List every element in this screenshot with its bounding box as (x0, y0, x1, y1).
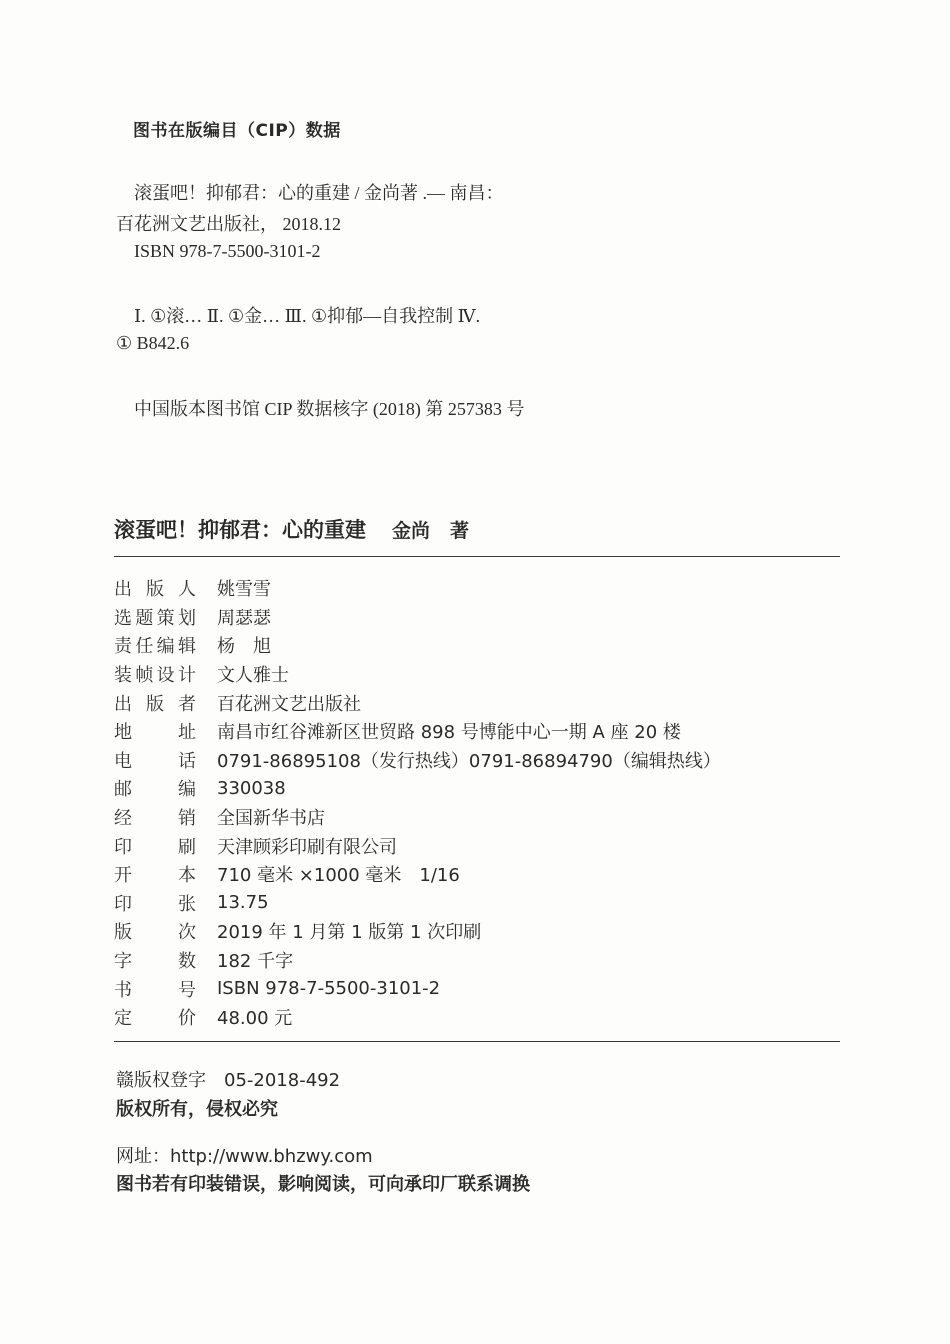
info-value: 182 千字 (217, 951, 294, 973)
book-author-role: 著 (450, 520, 470, 542)
rights-statement: 版权所有，侵权必究 (116, 1099, 278, 1120)
info-row (114, 574, 840, 603)
info-label (114, 890, 196, 916)
info-row (114, 889, 840, 918)
info-label (114, 1004, 196, 1030)
info-label-char: 本 (178, 865, 196, 887)
info-label-char: 号 (178, 979, 196, 1001)
info-label-char: 装 (114, 665, 132, 687)
info-label (114, 833, 196, 859)
info-value: 文人雅士 (217, 665, 289, 687)
info-row (114, 631, 840, 660)
info-value: ISBN 978-7-5500-3101-2 (217, 978, 441, 1000)
info-label-char: 计 (177, 665, 196, 687)
info-label-char: 出 (114, 693, 132, 715)
info-label-char: 数 (178, 951, 196, 973)
info-row (114, 660, 840, 689)
copyright-registration: 赣版权登字 05-2018-492 (116, 1070, 341, 1091)
info-label-char: 书 (114, 979, 132, 1001)
info-row (114, 1003, 840, 1032)
info-value: 全国新华书店 (217, 808, 325, 830)
info-label-char: 邮 (114, 779, 132, 801)
info-value: 百花洲文艺出版社 (217, 693, 361, 715)
info-label-char: 字 (114, 951, 132, 973)
info-label-char: 价 (178, 1008, 196, 1030)
info-row (114, 860, 840, 889)
info-label-char: 者 (178, 693, 196, 715)
publication-info-table (114, 574, 840, 1032)
info-value: 姚雪雪 (217, 579, 271, 601)
info-label (114, 861, 196, 887)
cip-record-number: 中国版本图书馆 CIP 数据核字 (2018) 第 257383 号 (134, 399, 525, 419)
info-value: 南昌市红谷滩新区世贸路 898 号博能中心一期 A 座 20 楼 (217, 722, 681, 744)
info-label-char: 话 (178, 750, 196, 772)
info-row (114, 946, 840, 975)
info-label (114, 604, 196, 630)
info-label-char: 开 (114, 865, 132, 887)
info-row (114, 746, 840, 775)
info-label-char: 销 (178, 808, 196, 830)
info-row (114, 917, 840, 946)
info-value: 330038 (217, 777, 286, 799)
info-label (114, 575, 196, 601)
info-label-char: 任 (135, 636, 154, 658)
info-value: 天津顾彩印刷有限公司 (217, 836, 397, 858)
info-label-char: 设 (156, 665, 175, 687)
info-row (114, 831, 840, 860)
info-label-char: 策 (156, 607, 175, 629)
book-author: 金尚 (392, 520, 431, 542)
info-value: 2019 年 1 月第 1 版第 1 次印刷 (217, 922, 482, 944)
book-title-row (114, 514, 469, 544)
info-label-char: 址 (178, 722, 196, 744)
info-label (114, 976, 196, 1002)
info-label-char: 定 (114, 1008, 132, 1030)
info-label (114, 947, 196, 973)
info-label (114, 718, 196, 744)
cip-classification-line: Ⅰ. ①滚… Ⅱ. ①金… Ⅲ. ①抑郁—自我控制 Ⅳ. (134, 306, 481, 326)
info-label (114, 918, 196, 944)
info-row (114, 603, 840, 632)
info-value: 周瑟瑟 (217, 607, 271, 629)
info-row (114, 774, 840, 803)
cip-publisher-line: 百花洲文艺出版社， 2018.12 (116, 214, 341, 234)
info-label (114, 661, 196, 687)
info-label (114, 775, 196, 801)
cip-isbn-line: ISBN 978-7-5500-3101-2 (134, 241, 321, 261)
info-label (114, 804, 196, 830)
website-line: 网址：http://www.bhzwy.com (116, 1146, 373, 1167)
info-label-char: 编 (178, 779, 196, 801)
info-label-char: 帧 (135, 665, 154, 687)
info-label-char: 选 (114, 607, 132, 629)
info-label-char: 印 (114, 836, 132, 858)
info-label-char: 人 (178, 579, 196, 601)
info-row (114, 717, 840, 746)
info-label-char: 印 (114, 893, 132, 915)
info-value: 48.00 元 (217, 1008, 293, 1030)
info-label-char: 刷 (178, 836, 196, 858)
book-title: 滚蛋吧！抑郁君：心的重建 (114, 518, 366, 542)
top-divider (114, 556, 840, 557)
info-value: 0791-86895108（发行热线）0791-86894790（编辑热线） (217, 750, 721, 772)
info-row (114, 974, 840, 1003)
info-label-char: 编 (156, 636, 175, 658)
info-label-char: 地 (114, 722, 132, 744)
info-label-char: 版 (114, 922, 132, 944)
info-row (114, 803, 840, 832)
info-value: 13.75 (217, 892, 269, 914)
info-value: 710 毫米 ×1000 毫米 1/16 (217, 865, 460, 887)
info-label-char: 张 (178, 893, 196, 915)
info-label-char: 题 (135, 607, 154, 629)
info-label-char: 版 (146, 579, 164, 601)
cip-title-line: 滚蛋吧！抑郁君：心的重建 / 金尚著 .— 南昌： (134, 183, 504, 203)
info-label-char: 划 (177, 607, 196, 629)
info-label (114, 747, 196, 773)
info-label-char: 辑 (177, 636, 196, 658)
bottom-divider (114, 1041, 840, 1042)
info-row (114, 688, 840, 717)
info-label-char: 经 (114, 808, 132, 830)
info-label-char: 出 (114, 579, 132, 601)
cip-heading: 图书在版编目（CIP）数据 (133, 121, 341, 141)
cip-classification-code: ① B842.6 (116, 333, 190, 353)
info-label-char: 电 (114, 750, 132, 772)
print-error-notice: 图书若有印装错误，影响阅读，可向承印厂联系调换 (116, 1174, 530, 1195)
info-label (114, 632, 196, 658)
info-label-char: 版 (146, 693, 164, 715)
info-label (114, 690, 196, 716)
info-value: 杨 旭 (217, 636, 271, 658)
info-label-char: 责 (114, 636, 132, 658)
info-label-char: 次 (178, 922, 196, 944)
